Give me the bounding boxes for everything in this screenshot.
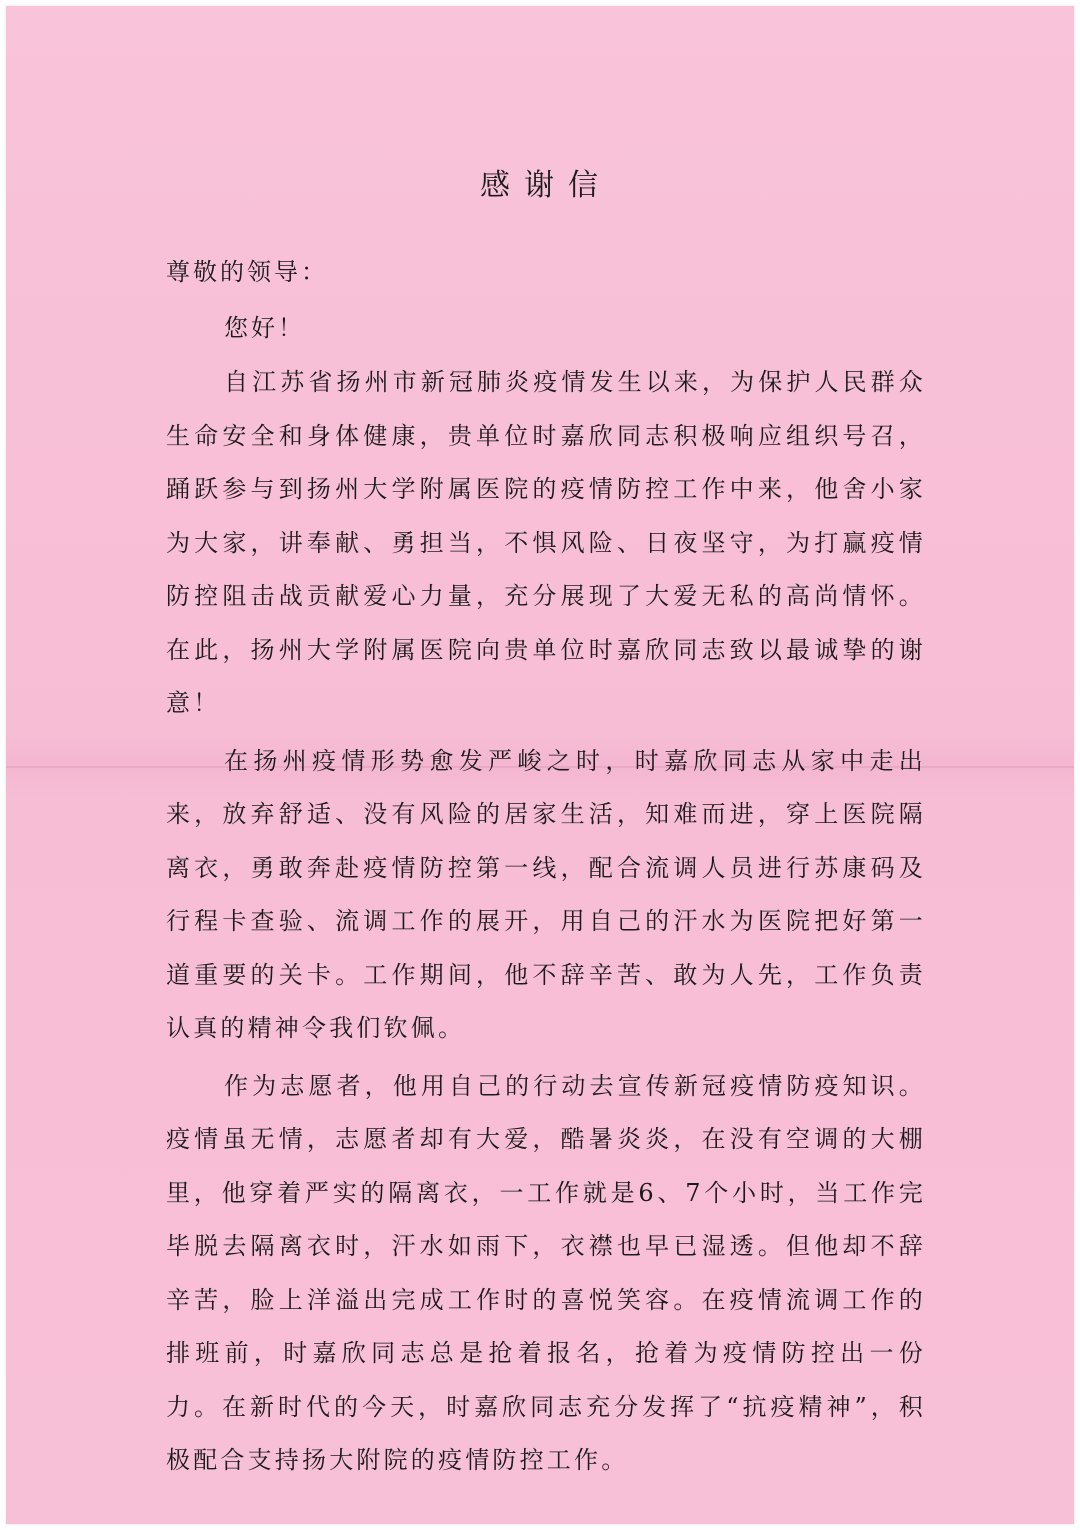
letter-greeting: 您好！ xyxy=(224,314,305,342)
letter-paper xyxy=(6,6,1074,1524)
letter-title: 感谢信 xyxy=(480,168,612,203)
letter-paragraph-1: 自江苏省扬州市新冠肺炎疫情发生以来，为保护人民群众生命安全和身体健康，贵单位时嘉欣同志积极响应组织号召，踊跃参与到扬州大学附属医院的疫情防控工作中来，他舍小家为大家，讲奉献、勇担当，不惧风险、日夜坚守，为打赢疫情防控阻击战贡献爱心力量，充分展现了大爱无私的高尚情怀。在此，扬州大学附属医院向贵单位时嘉欣同志致以最诚挚的谢意！ xyxy=(166,368,926,717)
letter-salutation: 尊敬的领导： xyxy=(166,258,328,286)
letter-body xyxy=(166,156,926,1492)
letter-paragraph-3: 作为志愿者，他用自己的行动去宣传新冠疫情防疫知识。疫情虽无情，志愿者却有大爱，酷暑炎炎，在没有空调的大棚里，他穿着严实的隔离衣，一工作就是6、7个小时，当工作完毕脱去隔离衣时，汗水如雨下，衣襟也早已湿透。但他却不辞辛苦，脸上洋溢出完成工作时的喜悦笑容。在疫情流调工作的排班前，时嘉欣同志总是抢着报名，抢着为疫情防控出一份力。在新时代的今天，时嘉欣同志充分发挥了“抗疫精神”，积极配合支持扬大附院的疫情防控工作。 xyxy=(166,1071,926,1474)
letter-paragraph-2: 在扬州疫情形势愈发严峻之时，时嘉欣同志从家中走出来，放弃舒适、没有风险的居家生活，知难而进，穿上医院隔离衣，勇敢奔赴疫情防控第一线，配合流调人员进行苏康码及行程卡查验、流调工作的展开，用自己的汗水为医院把好第一道重要的关卡。工作期间，他不辞辛苦、敢为人先，工作负责认真的精神令我们钦佩。 xyxy=(166,746,926,1042)
